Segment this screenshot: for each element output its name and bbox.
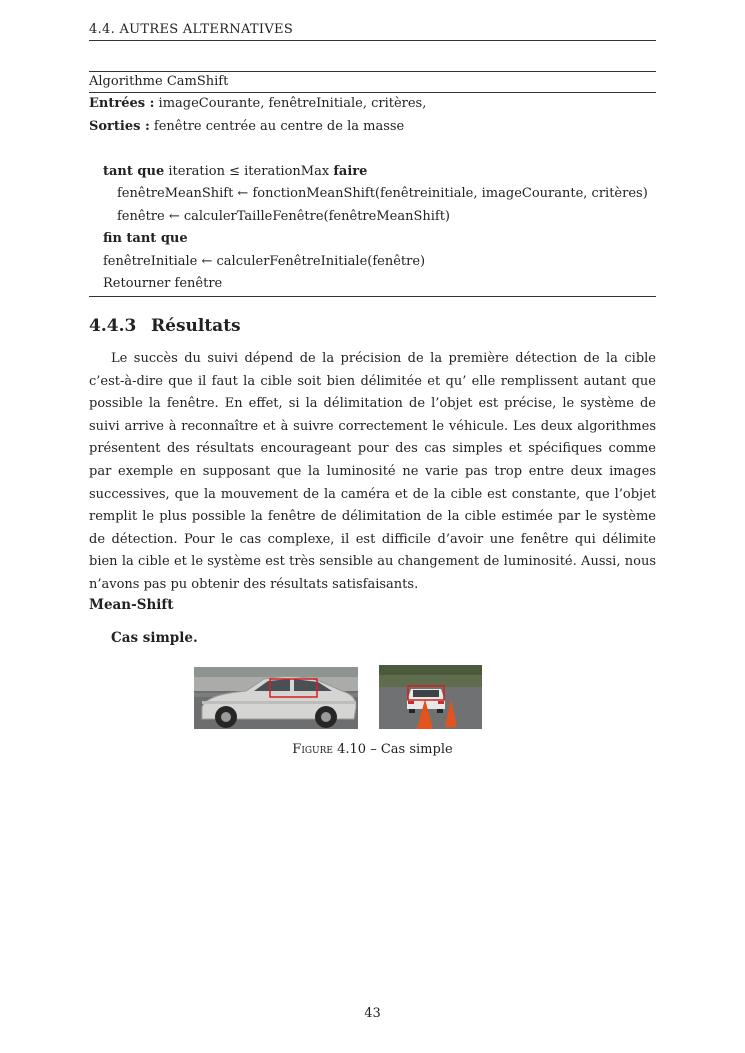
algorithm-step-1: fenêtreMeanShift ← fonctionMeanShift(fenêtreinitiale, imageCourante, critères): [117, 186, 648, 201]
car-side-illustration: [194, 667, 358, 729]
section-title: Résultats: [151, 316, 241, 336]
inputs-value: imageCourante, fenêtreInitiale, critères,: [158, 96, 427, 111]
figure-caption-text: Cas simple: [380, 742, 453, 757]
while-condition: iteration ≤ iterationMax: [168, 163, 330, 179]
algorithm-return: Retourner fenêtre: [103, 276, 223, 291]
subsection-heading: Mean-Shift: [89, 597, 174, 613]
car-rear-illustration: [379, 665, 482, 729]
figure-label: Figure 4.10: [292, 742, 367, 757]
algorithm-box: [89, 71, 656, 297]
running-title: 4.4. AUTRES ALTERNATIVES: [89, 22, 294, 37]
figure-caption: [0, 742, 745, 757]
running-header: [89, 22, 656, 41]
algorithm-outputs: [89, 116, 656, 139]
algorithm-while: [89, 161, 656, 184]
paragraph-heading: Cas simple.: [111, 630, 198, 646]
figure-separator: –: [366, 742, 381, 757]
algorithm-end-while: fin tant que: [103, 231, 188, 246]
outputs-label: Sorties :: [89, 118, 150, 134]
algorithm-step-2: fenêtre ← calculerTailleFenêtre(fenêtreMeanShift): [117, 208, 450, 224]
algorithm-inputs: [89, 93, 656, 116]
inputs-label: Entrées :: [89, 96, 155, 111]
figure-image-side-view: [194, 667, 358, 729]
algorithm-title: Algorithme CamShift: [89, 72, 656, 93]
section-number: 4.4.3: [89, 316, 137, 336]
algorithm-step-3: fenêtreInitiale ← calculerFenêtreInitiale(fenêtre): [103, 253, 426, 269]
outputs-value: fenêtre centrée au centre de la masse: [153, 118, 405, 134]
section-heading: [89, 316, 241, 336]
do-keyword: faire: [333, 163, 368, 179]
page-number: 43: [364, 1006, 381, 1021]
figure-image-rear-view: [379, 665, 482, 729]
while-keyword: tant que: [103, 163, 165, 179]
results-paragraph: Le succès du suivi dépend de la précision de la première détection de la cible c’est-à-dire que il faut la cible soit bien délimitée et qu’ elle remplissent autant que possible la fenêtre. En effet, si la délimitation de l’objet est précise, le système de suivi arrive à reconnaître et à suivre correctement le véhicule. Les deux algorithmes présentent des résultats encourageant pour des cas simples et spécifiques comme par exemple en supposant que la luminosité ne varie pas trop entre deux images successives, que la mouvement de la caméra et de la cible est constante, que l’objet remplit le plus possible la fenêtre de délimitation de la cible estimée par le système de détection. Pour le cas complexe, il est difficile d’avoir une fenêtre qui délimite bien la cible et le système est très sensible au changement de luminosité. Aussi, nous n’avons pas pu obtenir des résultats satisfaisants.: [89, 351, 656, 592]
algorithm-spacer: [89, 138, 656, 161]
